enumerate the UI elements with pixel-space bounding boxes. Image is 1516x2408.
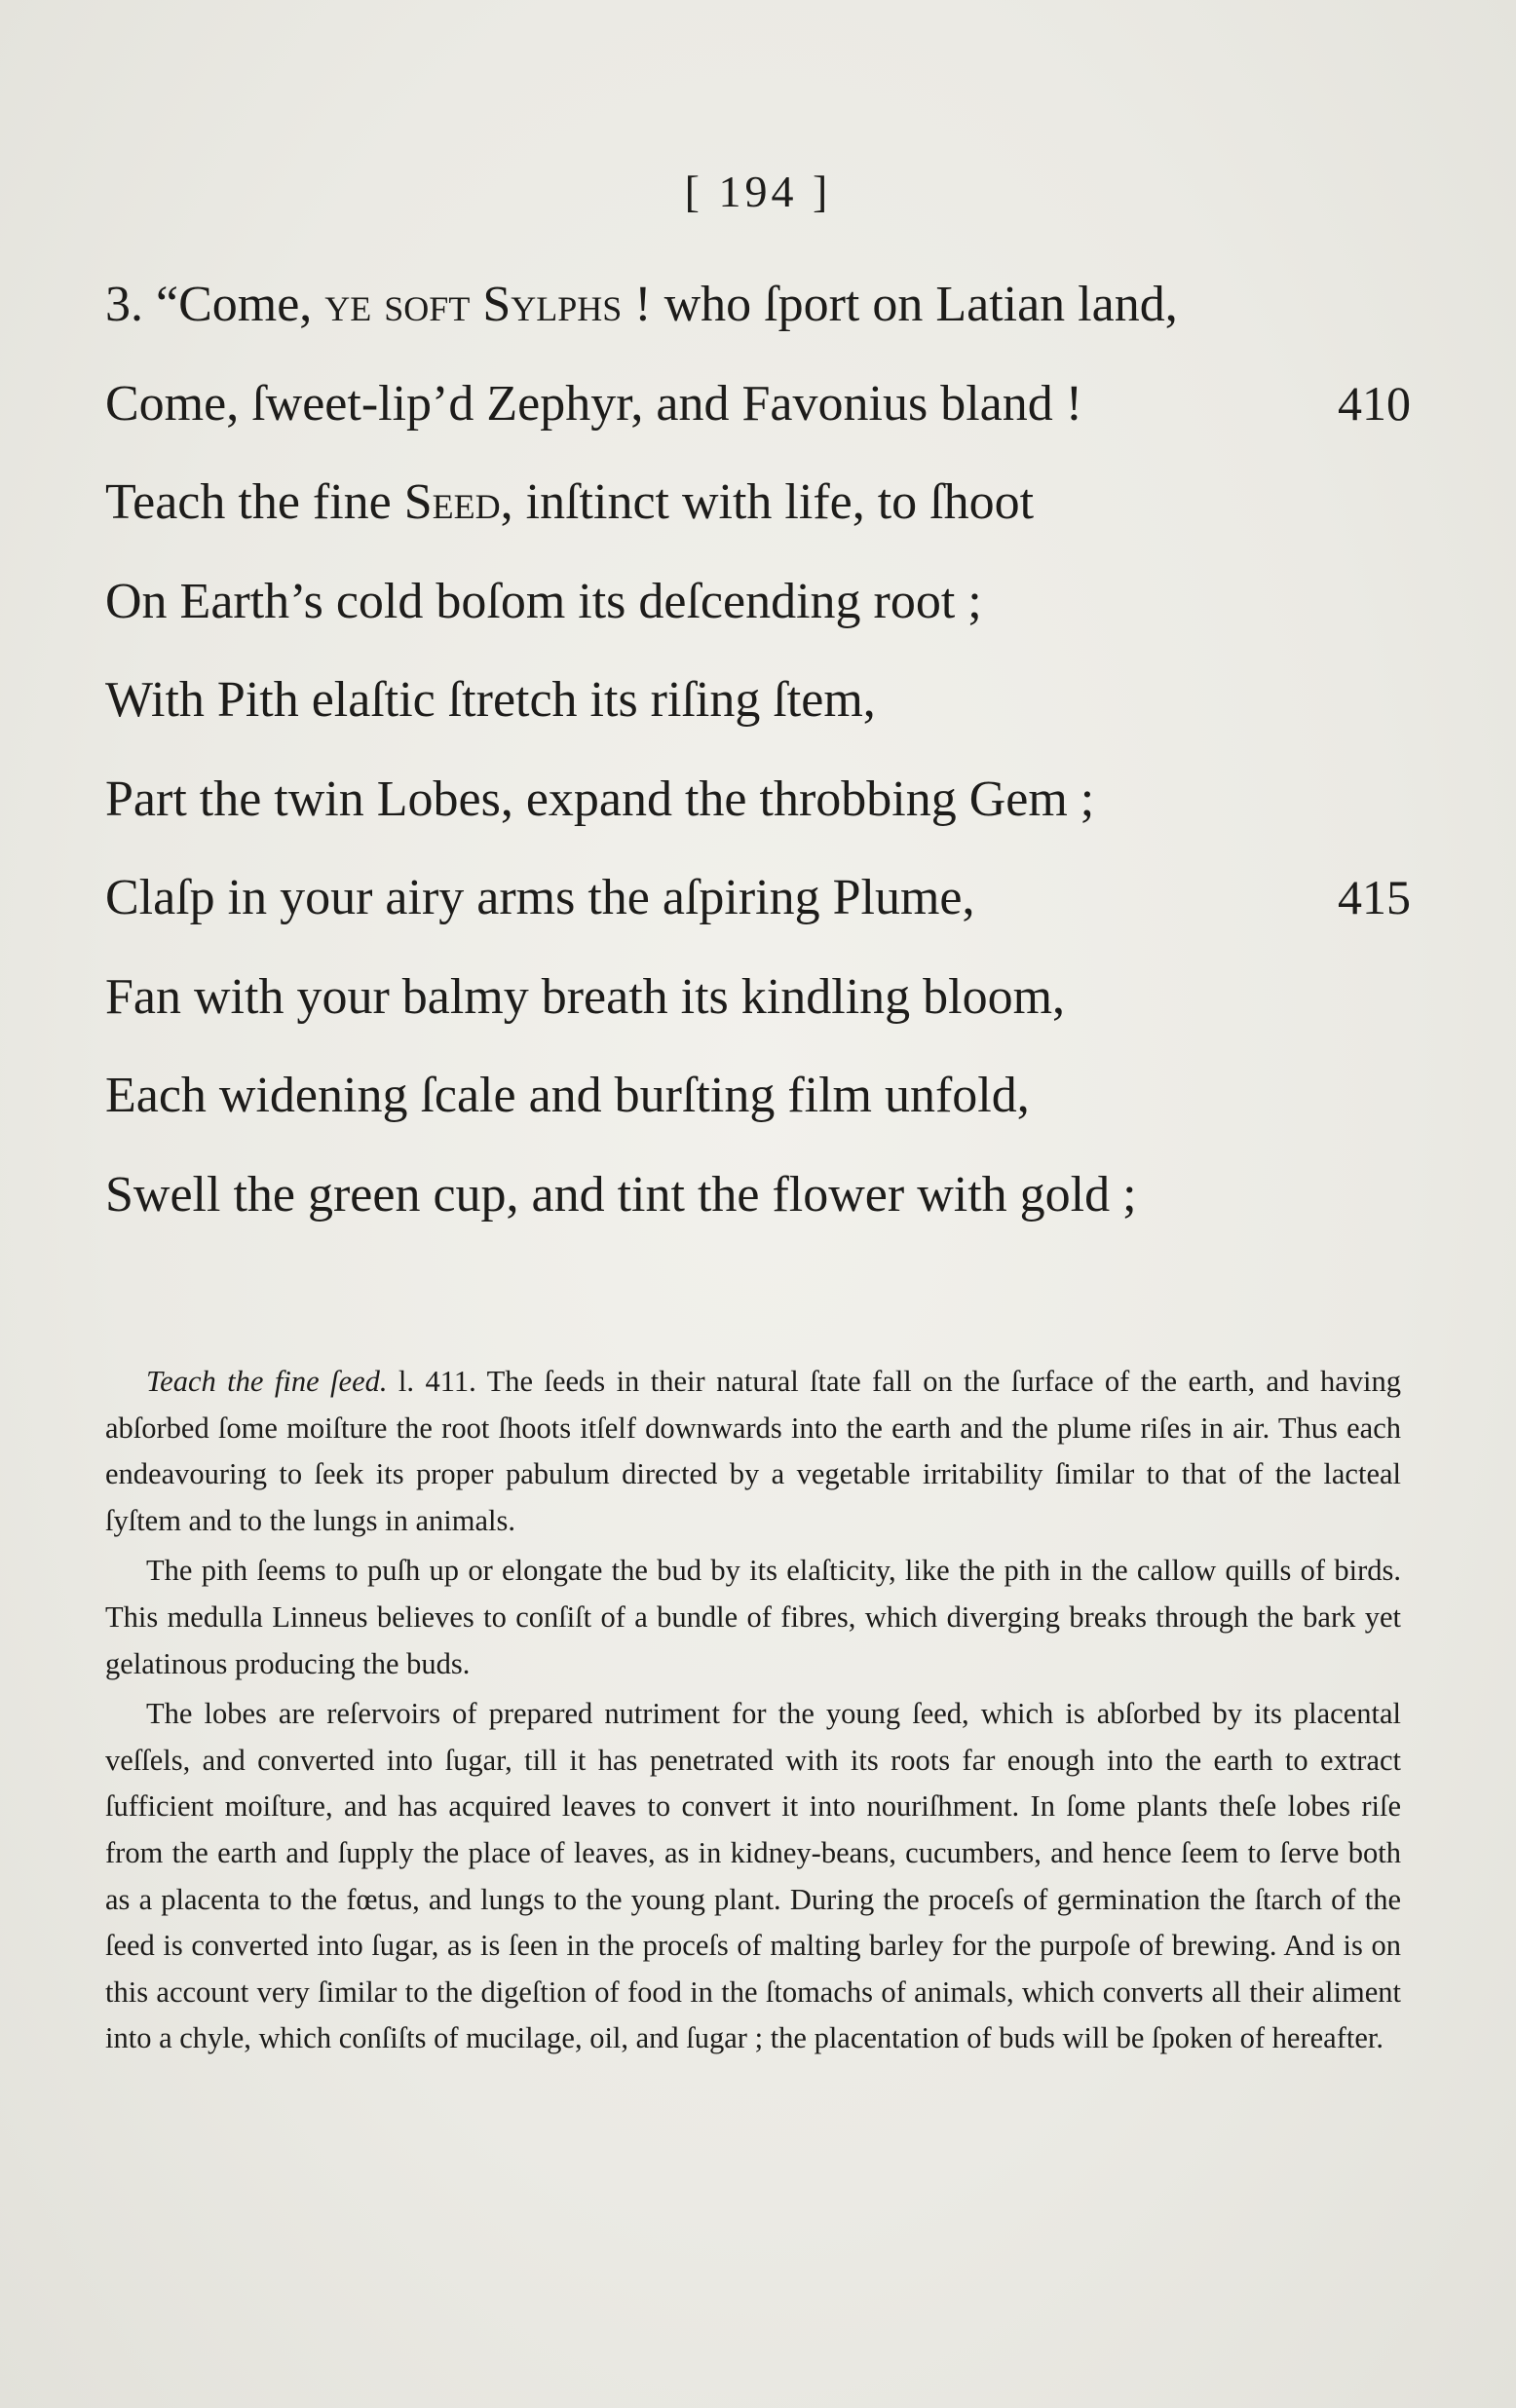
verse-block xyxy=(105,255,1411,1244)
verse-line: Come, ſweet-lip’d Zephyr, and Favonius bland ! 410 xyxy=(105,355,1411,454)
footnote-reference: Teach the fine ſeed. xyxy=(146,1365,388,1398)
verse-line: Part the twin Lobes, expand the throbbing Gem ; xyxy=(105,771,1095,827)
verse-line: Fan with your balmy breath its kindling bloom, xyxy=(105,968,1066,1025)
verse-line: Claſp in your airy arms the aſpiring Plume, 415 xyxy=(105,848,1411,948)
footnote-text: The ſeeds in their natural ſtate fall on the ſurface of the earth, and having abſorbed ſome moiſture the root ſhoots itſelf downwards into the earth and the plume riſes in air. Thus each endeavouring to ſeek its proper pabulum directed by a vegetable irritability ſimilar to that of the lacteal ſyſtem and to the lungs in animals. xyxy=(105,1365,1401,1537)
footnote-paragraph: The lobes are reſervoirs of prepared nutriment for the young ſeed, which is abſorbed by its placental veſſels, and converted into ſugar, till it has penetrated with its roots far enough into the earth to extract ſufficient moiſture, and has acquired leaves to convert it into nouriſhment. In ſome plants theſe lobes riſe from the earth and ſupply the place of leaves, as in kidney-beans, cucumbers, and hence ſeem to ſerve both as a placenta to the fœtus, and lungs to the young plant. During the proceſs of germination the ſtarch of the ſeed is converted into ſugar, as is ſeen in the proceſs of malting barley for the purpoſe of brewing. And is on this account very ſimilar to the digeſtion of food in the ſtomachs of animals, which converts all their aliment into a chyle, which conſiſts of mucilage, oil, and ſugar ; the placentation of buds will be ſpoken of hereafter. xyxy=(105,1697,1401,2055)
line-number: 410 xyxy=(1338,375,1411,431)
verse-line: Swell the green cup, and tint the flower with gold ; xyxy=(105,1166,1137,1223)
footnote-line-ref: l. 411. xyxy=(387,1365,487,1398)
verse-line: Each widening ſcale and burſting film unfold, xyxy=(105,1068,1030,1123)
footnote-paragraph: The pith ſeems to puſh up or elongate the bud by its elaſticity, like the pith in the callow quills of birds. This medulla Linneus believes to conſiſt of a bundle of fibres, which diverging breaks through the bark yet gelatinous producing the buds. xyxy=(105,1554,1401,1680)
verse-line: With Pith elaſtic ſtretch its riſing ſtem, xyxy=(105,672,876,728)
line-number: 415 xyxy=(1338,870,1411,924)
verse-line: 3. “Come, ye soft Sylphs ! who ſport on Latian land, xyxy=(105,277,1178,332)
page-number: [ 194 ] xyxy=(684,167,832,216)
footnote-paragraph xyxy=(105,1359,1401,1544)
verse-line: On Earth’s cold boſom its deſcending root ; xyxy=(105,573,982,629)
footnotes xyxy=(105,1359,1401,2066)
verse-line: Teach the fine Seed, inſtinct with life, to ſhoot xyxy=(105,474,1035,530)
